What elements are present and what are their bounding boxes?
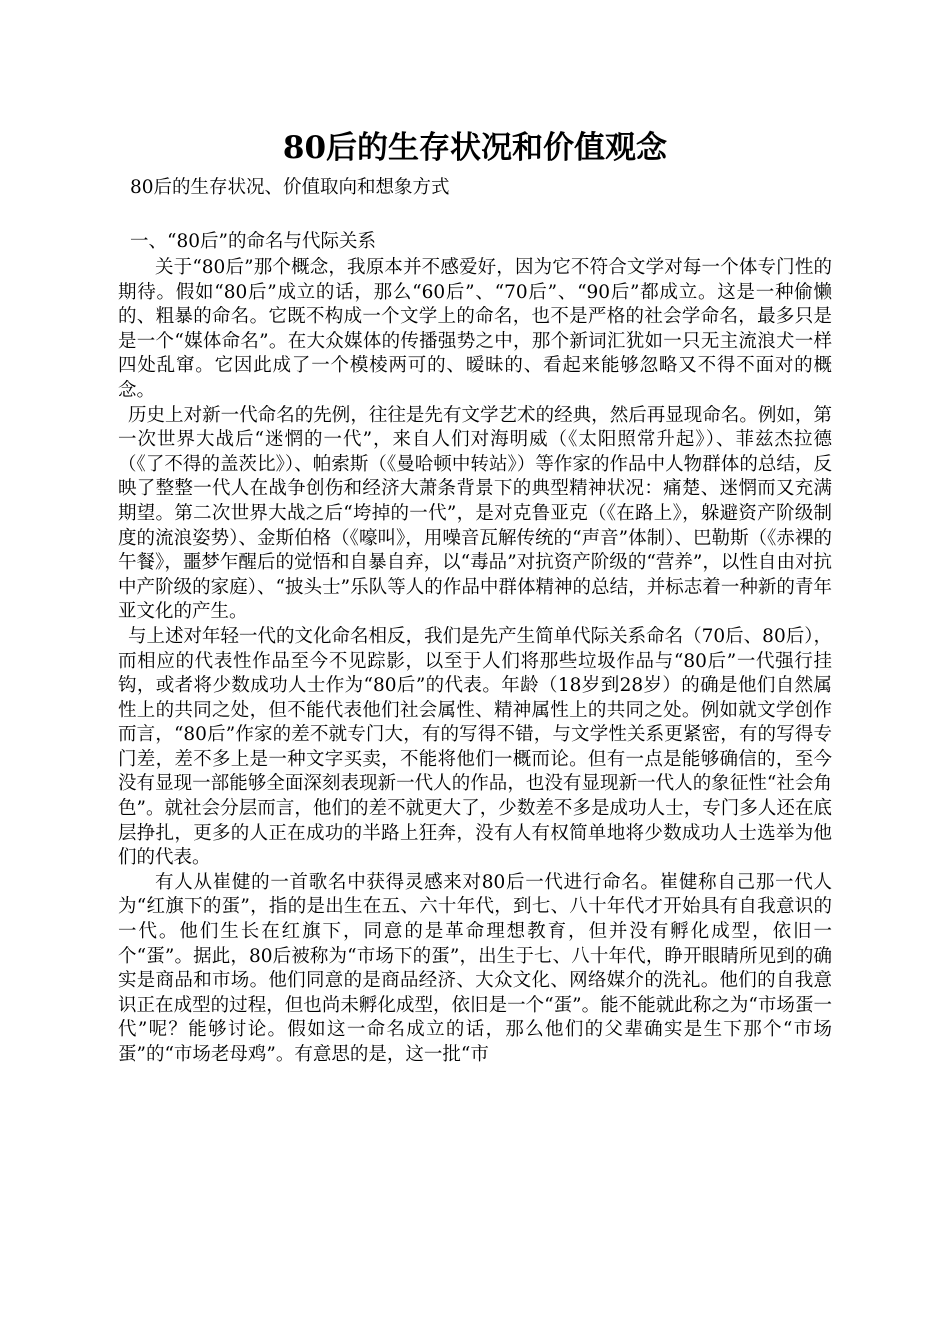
document-subtitle: 80后的生存状况、价值取向和想象方式: [130, 177, 450, 198]
paragraph-3: 与上述对年轻一代的文化命名相反，我们是先产生简单代际关系命名（70后、80后），而相应的代表性作品至今不见踪影，以至于人们将那些垃圾作品与“80后”一代强行挂钩，或者将少数成功人士作为“80后”的代表。年龄（18岁到28岁）的确是他们自然属性上的共同之处，但不能代表他们社会属性、精神属性上的共同之处。例如就文学创作而言，“80后”作家的差不就专门大，有的写得不错，与文学性关系更紧密，有的写得专门差，差不多上是一种文字买卖，不能将他们一概而论。但有一点是能够确信的，至今没有显现一部能够全面深刻表现新一代人的作品，也没有显现新一代人的象征性“社会角色”。就社会分层而言，他们的差不就更大了，少数差不多是成功人士，专门多人还在底层挣扎，更多的人正在成功的半路上狂奔，没有人有权简单地将少数成功人士选举为他们的代表。: [118, 625, 832, 869]
paragraph-1: 关于“80后”那个概念，我原本并不感爱好，因为它不符合文学对每一个体专门性的期待。假如“80后”成立的话，那么“60后”、“70后”、“90后”都成立。这是一种偷懒的、粗暴的命名。它既不构成一个文学上的命名，也不是严格的社会学命名，最多只是是一个“媒体命名”。在大众媒体的传播强势之中，那个新词汇犹如一只无主流浪犬一样四处乱窜。它因此成了一个模棱两可的、暧昧的、看起来能够忽略又不得不面对的概念。: [118, 257, 832, 401]
document-title: 80后的生存状况和价值观念: [282, 130, 668, 166]
paragraph-4: 有人从崔健的一首歌名中获得灵感来对80后一代进行命名。崔健称自己那一代人为“红旗下的蛋”，指的是出生在五、六十年代，到七、八十年代才开始具有自我意识的一代。他们生长在红旗下，同意的是革命理想教育，但并没有孵化成型，依旧一个“蛋”。据此，80后被称为“市场下的蛋”，出生于七、八十年代，睁开眼睛所见到的确实是商品和市场。他们同意的是商品经济、大众文化、网络媒介的洗礼。他们的自我意识正在成型的过程，但也尚未孵化成型，依旧是一个“蛋”。能不能就此称之为“市场蛋一代”呢？能够讨论。假如这一命名成立的话，那么他们的父辈确实是生下那个“市场蛋”的“市场老母鸡”。有意思的是，这一批“市: [118, 871, 832, 1065]
paragraph-2: 历史上对新一代命名的先例，往往是先有文学艺术的经典，然后再显现命名。例如，第一次世界大战后“迷惘的一代”，来自人们对海明威（《太阳照常升起》）、菲兹杰拉德（《了不得的盖茨比》）、帕索斯（《曼哈顿中转站》）等作家的作品中人物群体的总结，反映了整整一代人在战争创伤和经济大萧条背景下的典型精神状况：痛楚、迷惘而又充满期望。第二次世界大战之后“垮掉的一代”，是对克鲁亚克（《在路上》，躲避资产阶级制度的流浪姿势）、金斯伯格（《嚎叫》，用噪音瓦解传统的“声音”体制）、巴勒斯（《赤裸的午餐》，噩梦乍醒后的觉悟和自暴自弃，以“毒品”对抗资产阶级的“营养”，以性自由对抗中产阶级的家庭）、“披头士”乐队等人的作品中群体精神的总结，并标志着一种新的青年亚文化的产生。: [118, 404, 832, 623]
section-heading: 一、“80后”的命名与代际关系: [130, 231, 376, 252]
